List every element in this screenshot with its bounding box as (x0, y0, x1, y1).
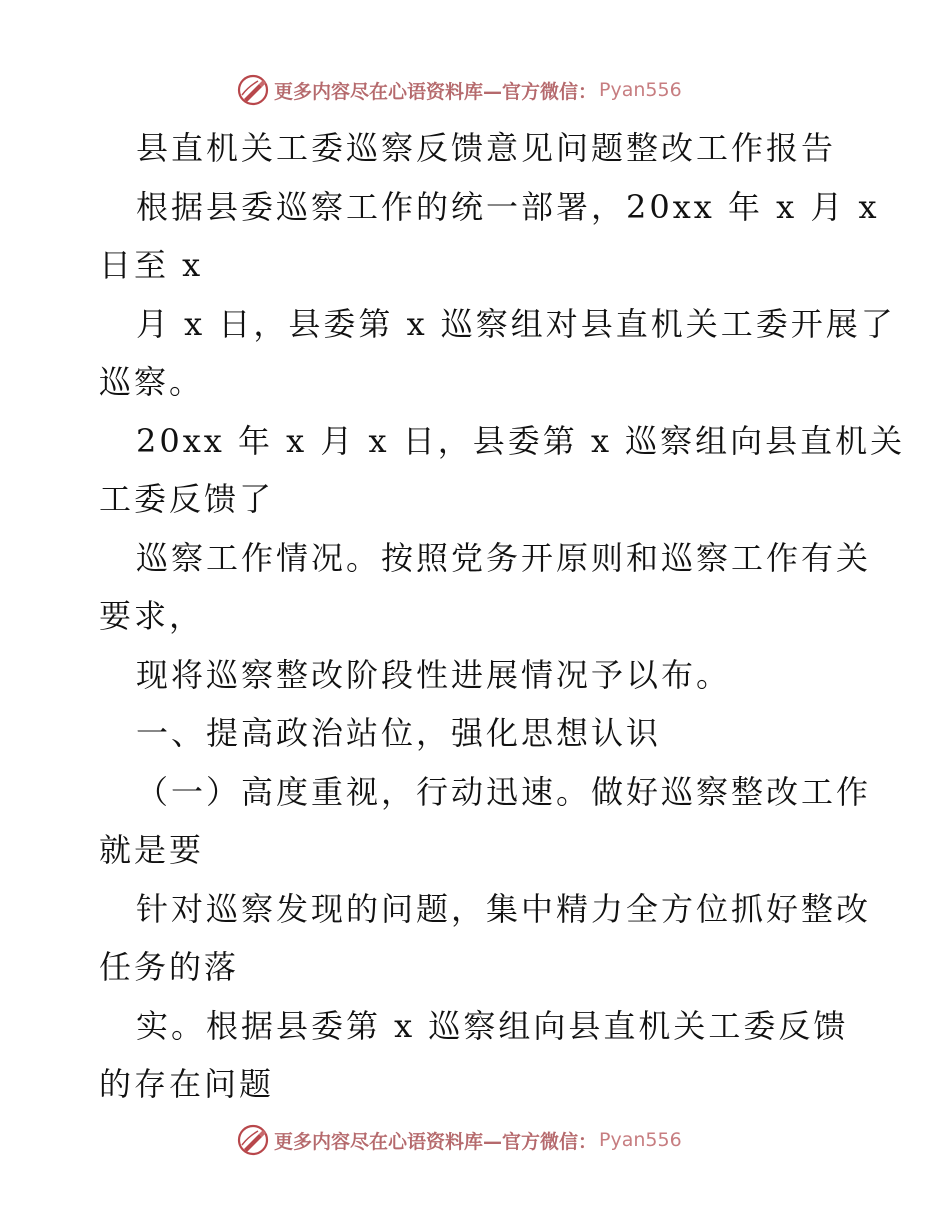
paragraph-line: 20xx 年 x 月 x 日，县委第 x 巡察组向县直机关 (136, 422, 906, 460)
paragraph-line: 日至 x (99, 246, 204, 284)
pen-logo-icon (236, 73, 270, 107)
paragraph-line: 现将巡察整改阶段性进展情况予以布。 (136, 656, 732, 694)
paragraph-line: 巡察。 (99, 363, 205, 401)
pen-logo-icon (236, 1123, 270, 1157)
document-title: 县直机关工委巡察反馈意见问题整改工作报告 (136, 129, 837, 167)
wechat-id: Pyan556 (599, 79, 682, 101)
paragraph-line: 工委反馈了 (99, 480, 275, 518)
watermark-text: 更多内容尽在心语资料库—官方微信： (274, 80, 598, 103)
paragraph-line: 根据县委巡察工作的统一部署，20xx 年 x 月 x (136, 188, 880, 226)
paragraph-line: 的存在问题 (99, 1065, 275, 1103)
paragraph-line: （一）高度重视，行动迅速。做好巡察整改工作 (136, 773, 872, 811)
wechat-id: Pyan556 (599, 1129, 682, 1151)
paragraph-line: 巡察工作情况。按照党务开原则和巡察工作有关 (136, 539, 872, 577)
paragraph-line: 任务的落 (99, 948, 240, 986)
watermark-text: 更多内容尽在心语资料库—官方微信： (274, 1130, 598, 1153)
section-heading: 一、提高政治站位，强化思想认识 (136, 714, 662, 752)
paragraph-line: 针对巡察发现的问题，集中精力全方位抓好整改 (136, 890, 872, 928)
footer-watermark-banner (236, 1122, 682, 1158)
paragraph-line: 实。根据县委第 x 巡察组向县直机关工委反馈 (136, 1007, 849, 1045)
paragraph-line: 就是要 (99, 831, 205, 869)
paragraph-line: 要求， (99, 597, 205, 635)
paragraph-line: 月 x 日，县委第 x 巡察组对县直机关工委开展了 (136, 305, 896, 343)
header-watermark-banner (236, 72, 682, 108)
